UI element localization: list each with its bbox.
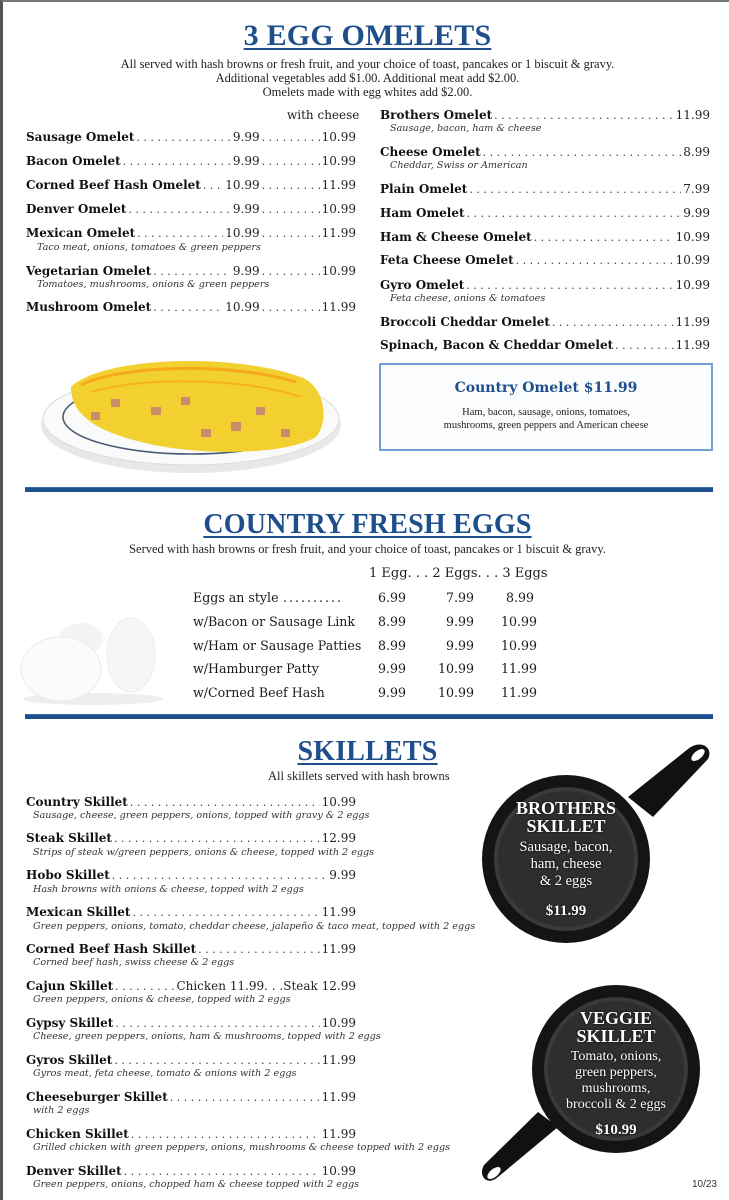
item-name: Denver Omelet — [26, 202, 127, 216]
item-price-with-cheese: 11.99 — [321, 178, 356, 192]
menu-item — [26, 831, 356, 845]
price-3-eggs: 11.99 — [501, 661, 538, 676]
menu-item — [26, 1090, 356, 1104]
pan-desc-3: mushrooms, — [581, 1081, 651, 1096]
menu-item — [380, 253, 710, 267]
menu-item — [26, 178, 356, 192]
item-name: Cheeseburger Skillet — [26, 1090, 168, 1104]
veggie-skillet-feature — [478, 977, 728, 1192]
price-1-egg: 9.99 — [378, 661, 407, 676]
item-description: Sausage, bacon, ham & cheese — [390, 123, 542, 134]
item-price: 9.99 — [232, 202, 260, 216]
omelets-subtitle-2: Additional vegetables add $1.00. Additional meat add $2.00. — [215, 71, 520, 85]
pan-title-1: VEGGIE — [579, 1008, 653, 1028]
omelet-plate-image — [31, 337, 351, 482]
price-3-eggs: 10.99 — [501, 638, 538, 653]
item-price: 7.99 — [683, 182, 710, 196]
menu-item — [380, 182, 710, 196]
omelets-subtitle-1: All served with hash browns or fresh fruit, and your choice of toast, pancakes or 1 biscuit & gravy. — [120, 57, 615, 71]
menu-item — [26, 202, 356, 216]
item-price: 11.99 — [321, 905, 356, 919]
item-price: 10.99 — [675, 278, 710, 292]
item-name: Feta Cheese Omelet — [380, 253, 514, 267]
menu-item — [380, 338, 710, 352]
item-price: 11.99 — [321, 1127, 356, 1141]
item-name: Ham & Cheese Omelet — [380, 230, 532, 244]
item-name: Corned Beef Hash Skillet — [26, 942, 197, 956]
pan-desc-1: Sausage, bacon, — [519, 839, 613, 855]
item-price: 10.99 — [225, 178, 260, 192]
item-price: 10.99 — [321, 795, 356, 809]
skillets-subtitle: All skillets served with hash browns — [268, 769, 450, 783]
item-price: Chicken 11.99. . .Steak 12.99 — [176, 979, 356, 993]
menu-item — [26, 300, 356, 314]
eggs-icon — [13, 607, 173, 707]
item-price-with-cheese: 11.99 — [321, 300, 356, 314]
eggs-subtitle: Served with hash browns or fresh fruit, and your choice of toast, pancakes or 1 biscuit & gravy. — [129, 542, 606, 556]
menu-item — [380, 278, 710, 292]
item-price: 9.99 — [683, 206, 710, 220]
pan-price: $11.99 — [545, 903, 587, 919]
item-name: Mexican Omelet — [26, 226, 136, 240]
section-title-eggs: COUNTRY FRESH EGGS — [203, 509, 532, 540]
callout-desc-2: mushrooms, green peppers and American cheese — [443, 420, 649, 431]
item-price: 10.99 — [225, 226, 260, 240]
item-description: Cheese, green peppers, onions, ham & mushrooms, topped with 2 eggs — [33, 1031, 381, 1042]
price-2-eggs: 9.99 — [446, 614, 475, 629]
item-name: Steak Skillet — [26, 831, 112, 845]
item-name: Mexican Skillet — [26, 905, 131, 919]
item-name: Broccoli Cheddar Omelet — [380, 315, 550, 329]
item-name: w/Ham or Sausage Patties — [193, 638, 362, 653]
pan-price: $10.99 — [595, 1122, 637, 1138]
item-price: 11.99 — [675, 108, 710, 122]
item-name: Hobo Skillet — [26, 868, 110, 882]
pan-title-1: BROTHERS — [515, 798, 617, 818]
item-description: Cheddar, Swiss or American — [390, 160, 528, 171]
item-description: Green peppers, onions, tomato, cheddar cheese, jalapeño & taco meat, topped with 2 eggs — [33, 921, 476, 932]
item-description: Strips of steak w/green peppers, onions & cheese, topped with 2 eggs — [33, 847, 375, 858]
item-name: Cheese Omelet — [380, 145, 481, 159]
brothers-skillet-feature — [478, 737, 728, 947]
menu-item — [26, 1053, 356, 1067]
callout-desc-1: Ham, bacon, sausage, onions, tomatoes, — [462, 407, 630, 418]
price-3-eggs: 10.99 — [501, 614, 538, 629]
callout-title: Country Omelet $11.99 — [454, 380, 638, 396]
menu-item — [26, 942, 356, 956]
item-price: 10.99 — [675, 230, 710, 244]
dots: .......... — [283, 590, 344, 605]
item-price: 11.99 — [321, 1090, 356, 1104]
pan-desc-1: Tomato, onions, — [570, 1049, 662, 1064]
item-price-with-cheese: 10.99 — [321, 202, 356, 216]
item-name: Eggs an style — [193, 590, 279, 605]
item-price: 9.99 — [232, 264, 260, 278]
item-name: Chicken Skillet — [26, 1127, 129, 1141]
menu-item — [26, 905, 356, 919]
item-price-with-cheese: 10.99 — [321, 154, 356, 168]
item-price-with-cheese: 11.99 — [321, 226, 356, 240]
omelets-subtitle-3: Omelets made with egg whites add $2.00. — [262, 85, 473, 99]
pan-title-2: SKILLET — [576, 1026, 656, 1046]
menu-item — [26, 264, 356, 278]
section-title-skillets: SKILLETS — [297, 736, 438, 767]
item-name: Spinach, Bacon & Cheddar Omelet — [380, 338, 614, 352]
item-name: Gyro Omelet — [380, 278, 465, 292]
item-description: Green peppers, onions & cheese, topped with 2 eggs — [33, 994, 291, 1005]
menu-item — [380, 230, 710, 244]
item-name: Sausage Omelet — [26, 130, 135, 144]
menu-item — [26, 979, 356, 993]
section-divider — [25, 714, 713, 719]
item-price: 9.99 — [329, 868, 356, 882]
menu-item — [380, 145, 710, 159]
price-2-eggs: 7.99 — [446, 590, 475, 605]
item-name: Mushroom Omelet — [26, 300, 152, 314]
item-description: Grilled chicken with green peppers, onions, mushrooms & cheese topped with 2 eggs — [33, 1142, 451, 1153]
eggs-image — [13, 607, 173, 707]
item-price: 11.99 — [321, 942, 356, 956]
item-price: 11.99 — [675, 338, 710, 352]
price-1-egg: 8.99 — [378, 638, 407, 653]
menu-item — [26, 130, 356, 144]
omelet-plate-icon — [31, 337, 351, 482]
menu-item — [26, 154, 356, 168]
item-name: Denver Skillet — [26, 1164, 122, 1178]
item-name: w/Corned Beef Hash — [193, 685, 325, 700]
item-name: Vegetarian Omelet — [26, 264, 152, 278]
item-price: 11.99 — [321, 1053, 356, 1067]
price-2-eggs: 9.99 — [446, 638, 475, 653]
item-description: Tomatoes, mushrooms, onions & green peppers — [37, 279, 270, 290]
item-name: Bacon Omelet — [26, 154, 121, 168]
item-description: Gyros meat, feta cheese, tomato & onions with 2 eggs — [33, 1068, 297, 1079]
menu-item — [26, 1164, 356, 1178]
menu-item — [26, 226, 356, 240]
item-name: Plain Omelet — [380, 182, 468, 196]
pan-desc-2: green peppers, — [575, 1065, 657, 1080]
pan-desc-4: broccoli & 2 eggs — [566, 1097, 666, 1112]
item-name: Gyros Skillet — [26, 1053, 113, 1067]
pan-title-2: SKILLET — [526, 816, 606, 836]
menu-item — [26, 795, 356, 809]
item-price: 10.99 — [225, 300, 260, 314]
item-price: 9.99 — [232, 130, 260, 144]
item-price: 12.99 — [321, 831, 356, 845]
section-title-omelets: 3 EGG OMELETS — [243, 19, 492, 52]
item-price-with-cheese: 10.99 — [321, 130, 356, 144]
item-name: Gypsy Skillet — [26, 1016, 114, 1030]
menu-item — [380, 315, 710, 329]
price-3-eggs: 8.99 — [506, 590, 535, 605]
price-2-eggs: 10.99 — [438, 685, 475, 700]
menu-item — [26, 1016, 356, 1030]
menu-item — [26, 1127, 356, 1141]
pan-desc-3: & 2 eggs — [539, 873, 593, 889]
item-price: 10.99 — [321, 1164, 356, 1178]
item-description: Corned beef hash, swiss cheese & 2 eggs — [33, 957, 235, 968]
item-name: Country Skillet — [26, 795, 128, 809]
item-name: Cajun Skillet — [26, 979, 114, 993]
price-1-egg: 9.99 — [378, 685, 407, 700]
menu-version-code: 10/23 — [691, 1179, 717, 1190]
item-price: 9.99 — [232, 154, 260, 168]
item-name: Ham Omelet — [380, 206, 465, 220]
eggs-column-header: 1 Egg. . . 2 Eggs. . . 3 Eggs — [369, 566, 548, 581]
item-description: Feta cheese, onions & tomatoes — [390, 293, 546, 304]
with-cheese-header: with cheese — [287, 108, 360, 122]
item-price-with-cheese: 10.99 — [321, 264, 356, 278]
item-name: Brothers Omelet — [380, 108, 493, 122]
item-price: 8.99 — [683, 145, 710, 159]
menu-item — [26, 868, 356, 882]
item-description: with 2 eggs — [33, 1105, 90, 1116]
menu-item — [380, 108, 710, 122]
item-name: w/Bacon or Sausage Link — [193, 614, 356, 629]
item-price: 10.99 — [675, 253, 710, 267]
menu-item — [380, 206, 710, 220]
price-1-egg: 8.99 — [378, 614, 407, 629]
price-2-eggs: 10.99 — [438, 661, 475, 676]
country-omelet-callout — [379, 363, 713, 451]
section-divider — [25, 487, 713, 492]
item-description: Hash browns with onions & cheese, topped with 2 eggs — [33, 884, 304, 895]
price-1-egg: 6.99 — [378, 590, 407, 605]
price-3-eggs: 11.99 — [501, 685, 538, 700]
item-price: 10.99 — [321, 1016, 356, 1030]
pan-desc-2: ham, cheese — [530, 856, 602, 872]
item-description: Sausage, cheese, green peppers, onions, topped with gravy & 2 eggs — [33, 810, 370, 821]
item-name: Corned Beef Hash Omelet — [26, 178, 201, 192]
item-description: Taco meat, onions, tomatoes & green peppers — [37, 242, 261, 253]
item-description: Green peppers, onions, chopped ham & cheese topped with 2 eggs — [33, 1179, 360, 1190]
item-name: w/Hamburger Patty — [193, 661, 319, 676]
item-price: 11.99 — [675, 315, 710, 329]
